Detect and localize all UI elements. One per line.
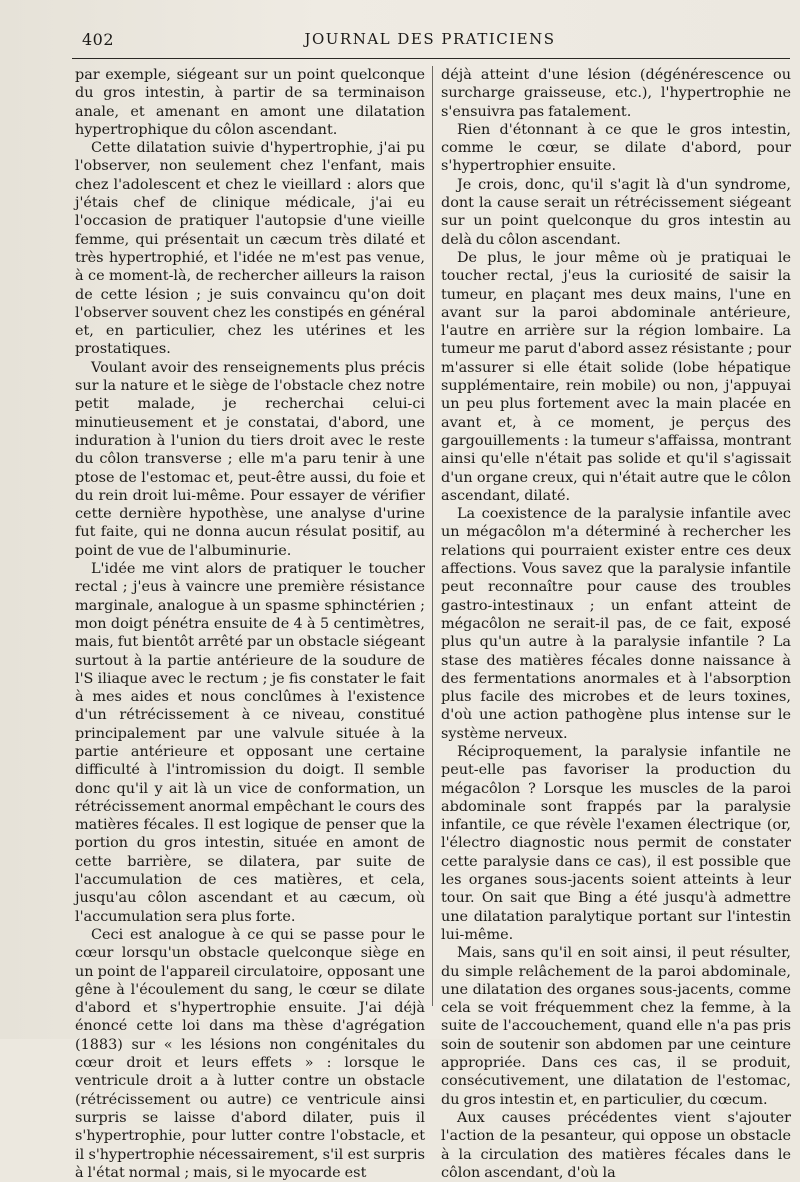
- paragraph: Cette dilatation suivie d'hypertrophie, j'ai pu l'observer, non seulement chez l'enfant, mais chez l'adolescent et chez le vieillard : alors que j'étais chef de clinique médicale, j'ai eu l'occasion de pratiquer l'autopsie d'une vieille femme, qui présentait un cæcum très dilaté et très hypertrophié, et l'idée ne m'est pas venue, à ce moment-là, de rechercher ailleurs la raison de cette lésion ; je suis convaincu qu'on doit l'observer souvent chez les constipés en général et, en particulier, chez les utérines et les prostatiques.: [75, 140, 425, 358]
- paragraph: Je crois, donc, qu'il s'agit là d'un syndrome, dont la cause serait un rétrécissement siégeant sur un point quelconque du gros intestin au delà du côlon ascendant.: [441, 176, 791, 248]
- paragraph: La coexistence de la paralysie infantile avec un mégacôlon m'a déterminé à rechercher les relations qui pourraient exister entre ces deux affections. Vous savez que la paralysie infantile peut reconnaître pour cause des troubles gastro-intestinaux ; un enfant atteint de mégacôlon ne serait-il pas, de ce fait, exposé plus qu'un autre à la paralysie infantile ? La stase des matières fécales donne naissance à des fermentations anormales et à l'absorption plus facile des microbes et de leurs toxines, d'où une action pathogène plus intense sur le système nerveux.: [441, 506, 791, 742]
- paragraph: Ceci est analogue à ce qui se passe pour le cœur lorsqu'un obstacle quelconque siège en un point de l'appareil circulatoire, opposant une gêne à l'écoulement du sang, le cœur se dilate d'abord et s'hypertrophie ensuite. J'ai déjà énoncé cette loi dans ma thèse d'agrégation (1883) sur « les lésions non congénitales du cœur droit et leurs effets » : lorsque le ventricule droit a à lutter contre un obstacle (rétrécissement ou autre) ce ventricule ainsi surpris se laisse d'abord dilater, puis il s'hypertrophie, pour lutter contre l'obstacle, et il s'hypertrophie nécessairement, s'il est surpris à l'état normal ; mais, si le myocarde est: [75, 926, 425, 1181]
- paragraph: Rien d'étonnant à ce que le gros intestin, comme le cœur, se dilate d'abord, pour s'hypertrophier ensuite.: [441, 121, 791, 175]
- left-column: [75, 66, 425, 1182]
- page-header: [70, 26, 790, 50]
- column-divider: [432, 66, 433, 1006]
- paragraph: Voulant avoir des renseignements plus précis sur la nature et le siège de l'obstacle chez notre petit malade, je recherchai celui-ci minutieusement et je constatai, d'abord, une induration à l'union du tiers droit avec le reste du côlon transverse ; elle m'a paru tenir à une ptose de l'estomac et, peut-être aussi, du foie et du rein droit lui-même. Pour essayer de vérifier cette dernière hypothèse, une analyse d'urine fut faite, qui ne donna aucun résulat positif, au point de vue de l'albuminurie.: [75, 359, 425, 559]
- paragraph: Mais, sans qu'il en soit ainsi, il peut résulter, du simple relâchement de la paroi abdominale, une dilatation des organes sous-jacents, comme cela se voit fréquemment chez la femme, à la suite de l'accouchement, quand elle n'a pas pris soin de soutenir son abdomen par une ceinture appropriée. Dans ces cas, il se produit, consécutivement, une dilatation de l'estomac, du gros intestin et, en particulier, du cœcum.: [441, 945, 791, 1108]
- page-number: 402: [82, 30, 115, 49]
- paragraph: déjà atteint d'une lésion (dégénérescence ou surcharge graisseuse, etc.), l'hypertrophie ne s'ensuivra pas fatalement.: [441, 67, 791, 120]
- paragraph: De plus, le jour même où je pratiquai le toucher rectal, j'eus la curiosité de saisir la tumeur, en plaçant mes deux mains, l'une en avant sur la paroi abdominale antérieure, l'autre en arrière sur la région lombaire. La tumeur me parut d'abord assez résistante ; pour m'assurer si elle était solide (lobe hépatique supplémentaire, rein mobile) ou non, j'appuyai un peu plus fortement avec la main placée en avant et, à ce moment, je perçus des gargouillements : la tumeur s'affaissa, montrant ainsi qu'elle n'était pas solide et qu'il s'agissait d'un organe creux, qui n'était autre que le côlon ascendant, dilaté.: [441, 249, 791, 504]
- paragraph: Réciproquement, la paralysie infantile ne peut-elle pas favoriser la production du mégacôlon ? Lorsque les muscles de la paroi abdominale sont frappés par la paralysie infantile, ce que révèle l'examen électrique (or, l'électro diagnostic nous permit de constater cette paralysie dans ce cas), il est possible que les organes sous-jacents soient atteints à leur tour. On sait que Bing a été jusqu'à admettre une dilatation paralytique portant sur l'intestin lui-même.: [441, 743, 791, 943]
- paragraph: Aux causes précédentes vient s'ajouter l'action de la pesanteur, qui oppose un obstacle à la circulation des matières fécales dans le côlon ascendant, d'où la: [441, 1109, 791, 1181]
- paragraph: L'idée me vint alors de pratiquer le toucher rectal ; j'eus à vaincre une première résistance marginale, analogue à un spasme sphinctérien ; mon doigt pénétra ensuite de 4 à 5 centimètres, mais, fut bientôt arrêté par un obstacle siégeant surtout à la partie antérieure de la soudure de l'S iliaque avec le rectum ; je fis constater le fait à mes aides et nous conclûmes à l'existence d'un rétrécissement à ce niveau, constitué principalement par une valvule située à la partie antérieure et opposant une certaine difficulté à l'intromission du doigt. Il semble donc qu'il y ait là un vice de conformation, un rétrécissement anormal empêchant le cours des matières fécales. Il est logique de penser que la portion du gros intestin, située en amont de cette barrière, se dilatera, par suite de l'accumulation de ces matières, et cela, jusqu'au côlon ascendant et au cæcum, où l'accumulation sera plus forte.: [75, 561, 425, 925]
- running-title: JOURNAL DES PRATICIENS: [304, 30, 556, 48]
- paragraph: par exemple, siégeant sur un point quelconque du gros intestin, à partir de sa terminaison anale, et amenant en amont une dilatation hypertrophique du côlon ascendant.: [75, 67, 425, 138]
- right-column: [441, 66, 791, 1182]
- header-rule: [72, 58, 790, 59]
